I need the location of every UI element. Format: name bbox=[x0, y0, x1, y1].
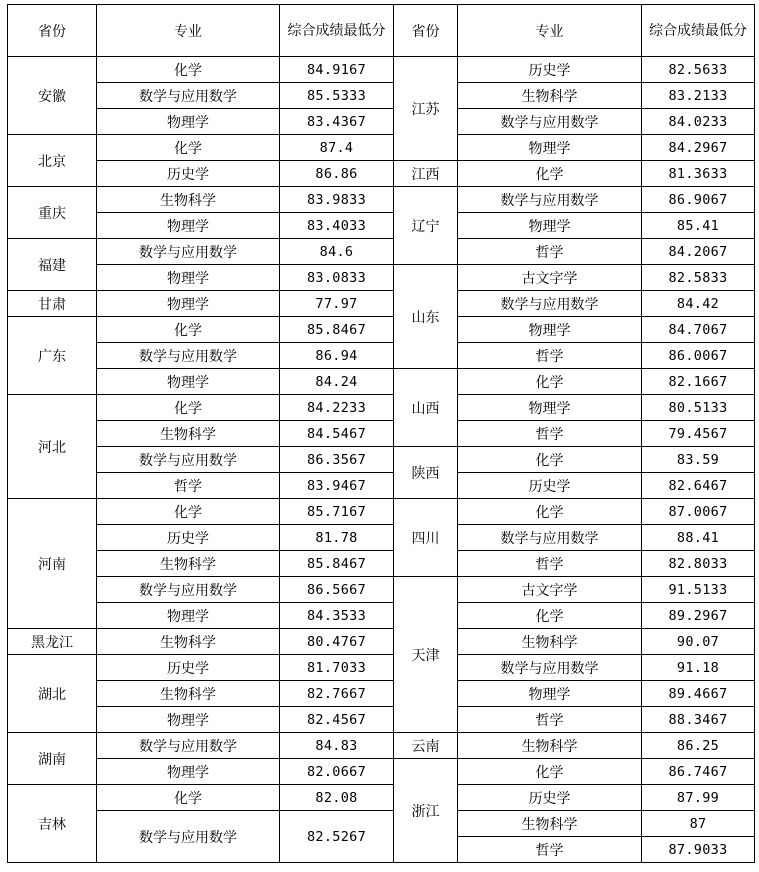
left-major-cell: 生物科学 bbox=[97, 187, 280, 213]
right-major-cell: 古文字学 bbox=[458, 265, 642, 291]
right-province-cell: 山西 bbox=[394, 369, 458, 447]
left-major-cell: 化学 bbox=[97, 317, 280, 343]
right-score-cell: 88.3467 bbox=[642, 707, 755, 733]
right-score-cell: 89.2967 bbox=[642, 603, 755, 629]
left-score-cell: 85.8467 bbox=[280, 551, 394, 577]
right-major-cell: 物理学 bbox=[458, 135, 642, 161]
left-score-cell: 84.6 bbox=[280, 239, 394, 265]
left-score-cell: 81.7033 bbox=[280, 655, 394, 681]
right-score-cell: 82.5833 bbox=[642, 265, 755, 291]
left-score-cell: 85.5333 bbox=[280, 83, 394, 109]
left-score-cell: 84.5467 bbox=[280, 421, 394, 447]
right-major-cell: 物理学 bbox=[458, 213, 642, 239]
right-province-cell: 陕西 bbox=[394, 447, 458, 499]
right-major-cell: 哲学 bbox=[458, 239, 642, 265]
left-major-cell: 数学与应用数学 bbox=[97, 811, 280, 863]
right-province-cell: 天津 bbox=[394, 577, 458, 733]
left-score-cell: 81.78 bbox=[280, 525, 394, 551]
left-major-cell: 生物科学 bbox=[97, 551, 280, 577]
right-province-cell: 云南 bbox=[394, 733, 458, 759]
right-major-cell: 数学与应用数学 bbox=[458, 109, 642, 135]
left-major-cell: 化学 bbox=[97, 57, 280, 83]
header-score-line1: 综合成绩 bbox=[649, 22, 705, 39]
right-major-cell: 物理学 bbox=[458, 395, 642, 421]
right-score-cell: 88.41 bbox=[642, 525, 755, 551]
left-province-cell: 甘肃 bbox=[8, 291, 97, 317]
right-score-cell: 79.4567 bbox=[642, 421, 755, 447]
right-score-cell: 91.5133 bbox=[642, 577, 755, 603]
right-major-cell: 哲学 bbox=[458, 343, 642, 369]
left-major-cell: 化学 bbox=[97, 395, 280, 421]
right-score-cell: 83.2133 bbox=[642, 83, 755, 109]
right-score-cell: 84.42 bbox=[642, 291, 755, 317]
left-major-cell: 数学与应用数学 bbox=[97, 239, 280, 265]
left-province-cell: 广东 bbox=[8, 317, 97, 395]
right-major-cell: 化学 bbox=[458, 603, 642, 629]
right-major-cell: 化学 bbox=[458, 499, 642, 525]
right-province-cell: 四川 bbox=[394, 499, 458, 577]
left-score-cell: 84.2233 bbox=[280, 395, 394, 421]
right-major-cell: 化学 bbox=[458, 447, 642, 473]
right-major-cell: 哲学 bbox=[458, 421, 642, 447]
right-major-cell: 历史学 bbox=[458, 785, 642, 811]
left-score-cell: 83.9833 bbox=[280, 187, 394, 213]
left-province-cell: 河南 bbox=[8, 499, 97, 629]
header-score-line2: 最低分 bbox=[343, 22, 386, 39]
right-score-cell: 82.1667 bbox=[642, 369, 755, 395]
left-major-cell: 历史学 bbox=[97, 655, 280, 681]
right-major-cell: 哲学 bbox=[458, 837, 642, 863]
left-score-cell: 86.94 bbox=[280, 343, 394, 369]
left-score-cell: 84.24 bbox=[280, 369, 394, 395]
right-major-cell: 数学与应用数学 bbox=[458, 655, 642, 681]
left-score-cell: 84.83 bbox=[280, 733, 394, 759]
left-province-cell: 河北 bbox=[8, 395, 97, 499]
left-major-cell: 物理学 bbox=[97, 369, 280, 395]
right-major-cell: 历史学 bbox=[458, 473, 642, 499]
right-province-cell: 辽宁 bbox=[394, 187, 458, 265]
right-major-cell: 数学与应用数学 bbox=[458, 187, 642, 213]
right-province-cell: 江苏 bbox=[394, 57, 458, 161]
left-score-cell: 85.7167 bbox=[280, 499, 394, 525]
right-score-cell: 86.9067 bbox=[642, 187, 755, 213]
right-score-cell: 84.7067 bbox=[642, 317, 755, 343]
right-score-cell: 82.5633 bbox=[642, 57, 755, 83]
right-major-cell: 生物科学 bbox=[458, 629, 642, 655]
header-province-right: 省份 bbox=[394, 5, 458, 57]
right-score-cell: 91.18 bbox=[642, 655, 755, 681]
header-score-right bbox=[642, 5, 755, 57]
left-major-cell: 化学 bbox=[97, 135, 280, 161]
header-score-line1: 综合成绩 bbox=[287, 22, 344, 39]
right-score-cell: 86.25 bbox=[642, 733, 755, 759]
left-major-cell: 物理学 bbox=[97, 265, 280, 291]
left-score-cell: 86.3567 bbox=[280, 447, 394, 473]
left-province-cell: 安徽 bbox=[8, 57, 97, 135]
left-score-cell: 85.8467 bbox=[280, 317, 394, 343]
right-score-cell: 86.0067 bbox=[642, 343, 755, 369]
right-major-cell: 生物科学 bbox=[458, 83, 642, 109]
left-score-cell: 82.7667 bbox=[280, 681, 394, 707]
right-major-cell: 物理学 bbox=[458, 681, 642, 707]
right-major-cell: 化学 bbox=[458, 759, 642, 785]
right-score-cell: 86.7467 bbox=[642, 759, 755, 785]
left-major-cell: 生物科学 bbox=[97, 681, 280, 707]
right-score-cell: 81.3633 bbox=[642, 161, 755, 187]
left-major-cell: 哲学 bbox=[97, 473, 280, 499]
right-score-cell: 85.41 bbox=[642, 213, 755, 239]
left-score-cell: 80.4767 bbox=[280, 629, 394, 655]
right-major-cell: 生物科学 bbox=[458, 811, 642, 837]
left-major-cell: 物理学 bbox=[97, 109, 280, 135]
right-major-cell: 哲学 bbox=[458, 707, 642, 733]
left-score-cell: 86.5667 bbox=[280, 577, 394, 603]
left-major-cell: 数学与应用数学 bbox=[97, 447, 280, 473]
header-major-right: 专业 bbox=[458, 5, 642, 57]
left-province-cell: 黑龙江 bbox=[8, 629, 97, 655]
left-score-cell: 83.4033 bbox=[280, 213, 394, 239]
left-province-cell: 福建 bbox=[8, 239, 97, 291]
left-score-cell: 82.5267 bbox=[280, 811, 394, 863]
left-score-cell: 84.3533 bbox=[280, 603, 394, 629]
left-score-cell: 82.08 bbox=[280, 785, 394, 811]
left-province-cell: 湖南 bbox=[8, 733, 97, 785]
left-score-cell: 83.0833 bbox=[280, 265, 394, 291]
right-score-cell: 82.6467 bbox=[642, 473, 755, 499]
right-major-cell: 化学 bbox=[458, 161, 642, 187]
left-major-cell: 生物科学 bbox=[97, 421, 280, 447]
right-province-cell: 浙江 bbox=[394, 759, 458, 863]
left-major-cell: 历史学 bbox=[97, 161, 280, 187]
left-province-cell: 北京 bbox=[8, 135, 97, 187]
left-major-cell: 历史学 bbox=[97, 525, 280, 551]
right-score-cell: 87.0067 bbox=[642, 499, 755, 525]
left-score-cell: 86.86 bbox=[280, 161, 394, 187]
left-major-cell: 数学与应用数学 bbox=[97, 733, 280, 759]
right-score-cell: 84.2967 bbox=[642, 135, 755, 161]
right-score-cell: 83.59 bbox=[642, 447, 755, 473]
left-score-cell: 82.4567 bbox=[280, 707, 394, 733]
right-major-cell: 历史学 bbox=[458, 57, 642, 83]
left-score-cell: 83.4367 bbox=[280, 109, 394, 135]
left-major-cell: 物理学 bbox=[97, 707, 280, 733]
right-score-cell: 87 bbox=[642, 811, 755, 837]
right-major-cell: 哲学 bbox=[458, 551, 642, 577]
right-score-cell: 89.4667 bbox=[642, 681, 755, 707]
header-province-left: 省份 bbox=[8, 5, 97, 57]
right-province-cell: 山东 bbox=[394, 265, 458, 369]
right-score-cell: 80.5133 bbox=[642, 395, 755, 421]
right-major-cell: 生物科学 bbox=[458, 733, 642, 759]
left-province-cell: 吉林 bbox=[8, 785, 97, 863]
right-province-cell: 江西 bbox=[394, 161, 458, 187]
right-score-cell: 87.99 bbox=[642, 785, 755, 811]
right-score-cell: 87.9033 bbox=[642, 837, 755, 863]
left-score-cell: 83.9467 bbox=[280, 473, 394, 499]
left-major-cell: 物理学 bbox=[97, 759, 280, 785]
right-major-cell: 数学与应用数学 bbox=[458, 525, 642, 551]
right-score-cell: 82.8033 bbox=[642, 551, 755, 577]
right-score-cell: 90.07 bbox=[642, 629, 755, 655]
left-major-cell: 化学 bbox=[97, 785, 280, 811]
left-province-cell: 湖北 bbox=[8, 655, 97, 733]
left-major-cell: 化学 bbox=[97, 499, 280, 525]
right-major-cell: 古文字学 bbox=[458, 577, 642, 603]
header-score-line2: 最低分 bbox=[705, 22, 747, 39]
right-major-cell: 数学与应用数学 bbox=[458, 291, 642, 317]
left-major-cell: 生物科学 bbox=[97, 629, 280, 655]
admission-score-table bbox=[7, 4, 755, 863]
header-score-left bbox=[280, 5, 394, 57]
left-score-cell: 77.97 bbox=[280, 291, 394, 317]
left-score-cell: 87.4 bbox=[280, 135, 394, 161]
right-score-cell: 84.0233 bbox=[642, 109, 755, 135]
left-major-cell: 物理学 bbox=[97, 213, 280, 239]
left-major-cell: 数学与应用数学 bbox=[97, 343, 280, 369]
left-province-cell: 重庆 bbox=[8, 187, 97, 239]
left-score-cell: 84.9167 bbox=[280, 57, 394, 83]
left-score-cell: 82.0667 bbox=[280, 759, 394, 785]
right-score-cell: 84.2067 bbox=[642, 239, 755, 265]
left-major-cell: 物理学 bbox=[97, 603, 280, 629]
header-major-left: 专业 bbox=[97, 5, 280, 57]
left-major-cell: 数学与应用数学 bbox=[97, 577, 280, 603]
right-major-cell: 化学 bbox=[458, 369, 642, 395]
left-major-cell: 数学与应用数学 bbox=[97, 83, 280, 109]
right-major-cell: 物理学 bbox=[458, 317, 642, 343]
left-major-cell: 物理学 bbox=[97, 291, 280, 317]
